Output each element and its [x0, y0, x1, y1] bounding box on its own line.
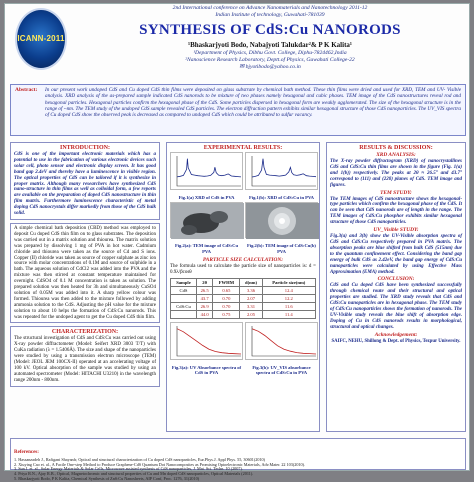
table-header-cell: Sample: [171, 279, 197, 287]
tem-figures: [170, 202, 316, 254]
table-cell: 11.6: [262, 303, 315, 311]
introduction-text: CdS is one of the important electronic materials which has a potential to use in the fabrication of various electronic devices such solar cell, photo sensor and electronic display screen. It has good band gap 2.4eV and thereby have a luminescence in visible region. The optical properties of CdS can be tailored if it is synthesize in proper matrix. Although many researchers have synthesized CdS nano-structure in thin films as well as colloidal form, a few reports are available on the preparation of doped CdS nanostructure in thin film matrix. Furthermore luminescence characteristic of metal doping CdS nanocrystals differ markedly from those of the CdS bulk solid.: [14, 152, 156, 217]
table-cell: 43.7: [196, 295, 212, 303]
table-header-cell: d(nm): [240, 279, 262, 287]
conference-info: [100, 5, 440, 19]
series-line: [252, 159, 316, 177]
series-line: [177, 159, 241, 177]
references-box: [10, 438, 466, 481]
table-body: [171, 287, 316, 319]
mail-icon: ✉: [239, 64, 245, 70]
fig1b-caption: Fig.1(b): XRD of CdS:Cu in PVA: [249, 195, 314, 200]
table-cell: 2.07: [240, 295, 262, 303]
table-cell: [171, 311, 197, 319]
series-line: [252, 329, 316, 354]
table-cell: 2.05: [240, 311, 262, 319]
abstract-label: Abstract:: [15, 87, 38, 93]
chart-axis: [177, 156, 241, 186]
fig3b-caption: Fig.3(b): UV_VIS absorbance spectra of CdS:Cu in PVA: [252, 365, 311, 376]
table-header-row: [171, 279, 316, 287]
uv-chart-cds: [170, 322, 243, 360]
characterization-heading: CHARACTERIZATION:: [51, 329, 119, 336]
table-row: [171, 287, 316, 295]
conclusion-text: CdS and Cu doped CdS have been synthesized successfully through chemical route and their structural and optical properties are studied. The XRD study reveals that CdS and CdS:Cu nanoparticles are in hexagonal phase. The TEM study of CdS:Cu nanoparticles shows the formation of nanorods. The UV-Visible study reveals the blue shift of absorption edge. Doping of Cu in CdS nanorods results in morphological, structural and optical changes.: [330, 283, 462, 330]
email: bjyotibodo@yahoo.co.in: [245, 64, 301, 70]
xrd-fig-cds: [170, 152, 243, 200]
xrd-text: The X-ray powder diffractogram (XRD) of nanocrystallines CdS and CdS:Cu thin films are shown in the figure (Fig. 1(a) and 1(b)) respectively. The peaks at 2θ ≈ 26.5° and 43.7° correspond to (111) and (220) planes of CdS. TEM image and figures.: [330, 159, 462, 188]
chart-axis: [252, 156, 316, 186]
chart-axis: [252, 326, 316, 356]
fig2b-caption: Fig.2(b): TEM image of CdS:Cu(b) PVA: [247, 243, 316, 254]
reference-item: 5. Bhaskarjyoti Bodo, P K Kalita, Chemical Synthesis of ZnS:Cu Nanosheets, AIP Conf, Proc. 1276, 31(2010): [14, 475, 200, 481]
uv-text: Fig.3(a) and 3(b) show the UV-Visible absorption spectra of CdS and CdS:Cu respectively prepared in PVA matrix. The absorption peaks are blue shifted from bulk CdS (515nm) due to the quantum confinement effect. Considering the band gap energy of bulk CdS as 2.42eV, the band gap energy of CdS:Cu nanoparticles were calculated by using Effective Mass Approximation (EMA) method.: [330, 234, 462, 275]
table-row: [171, 303, 316, 311]
conference-line2: Indian Institute of technology, Guwahati-781039: [215, 12, 325, 18]
table-cell: 26.5: [196, 287, 212, 295]
xrd-chart-cds: [170, 152, 243, 190]
reference-item: 2. Xiuying Cao et. al., A Facile One-step Method to Produce Graphene-CdS Quantum Dot Nanocomposites as Promising Optoelectronic Materials, Adv.Mater. 22 103(2010).: [14, 461, 306, 467]
discussion-box: [326, 142, 466, 432]
table-row: [171, 311, 316, 319]
table-cell: CdS:Cu: [171, 303, 197, 311]
conference-logo: [15, 8, 67, 70]
series-line: [177, 329, 241, 354]
abstract-box: [10, 84, 466, 136]
table-header-cell: 2θ: [196, 279, 212, 287]
tem-heading: TEM STUDY:: [380, 189, 412, 196]
conclusion-heading: CONCLUSION:: [377, 276, 415, 283]
ack-text: SAIFC, NEHU, Shillong & Dept. of Physics, Tezpur University.: [331, 338, 461, 344]
table-cell: 11.4: [262, 311, 315, 319]
particle-size-text: The formula used to calculate the particle size of nanoparticles is: d = 0.9λ/βcosθ: [170, 264, 316, 276]
fig3a-caption: Fig.3(a): UV Absorbance spectra of CdS in PVA: [171, 365, 242, 376]
ack-heading: Acknowledgement:: [374, 331, 418, 338]
characterization-box: [10, 326, 160, 386]
column-left: [10, 142, 160, 436]
table-row: [171, 295, 316, 303]
tem-fig-b: [245, 202, 318, 254]
reference-item: 3. Sun J. et. al., Solar Energy Materials & Solar Cells, Microwave assisted synthesis of CdS nanoparticles, J. Mat. Sci. Techn. 10 (2007).: [14, 466, 243, 472]
uv-heading: UV_Visible STUDY:: [373, 227, 419, 234]
xrd-chart-cdscu: [245, 152, 318, 190]
tem-fig-a: [170, 202, 243, 254]
column-right: [326, 142, 466, 436]
experimental-text: A simple chemical bath deposition (CBD) method was employed to deposit Cu doped CdS thin film on to glass substrates. The deposition was carried out in a matrix solution and thiourea. The matrix solution was prepared by dissolving 1 mg of PVA in hot water. Cadmium chloride and thiourea were taken as the source of Cd and S ions. Copper (II) chloride was taken as source of copper sulphate as zinc ion source with molar concentrations of 0.1M and source of sulphide in a bath. The aqueous solution of CdCl2 was added into the PVA and the mixture was then stirred at constant temperature maintained for overnight. CdSO4 of 0.1 M concentration is taken as solution. The prepared solution was then heated for 3h and simultaneously CuSO4 solution of 0.05M was added into it. A sharp yellow colour was formed. Thiourea was then added to the mixture followed by adding ammonia solution to the CdS. Adjusting the pH value for the mixture solution to about 10 helps the formation of CdS:Cu nanorods. This was repeated for the undoped agent to get the Cu doped CdS thin film.: [14, 225, 156, 320]
results-box: [166, 142, 320, 432]
abstract-text: In our present work undoped CdS and Cu doped CdS thin films were deposited on glass substrate by chemical bath method. These thin films were dried and used for XRD, TEM and UV- Visible analysis. XRD analysis of the as-prepared sample indicated CdS nanorods to be mixture of two phases namely hexagonal and cubic phases. TEM image of the CdS nanostructures reveal rod and hexagonal particles. Hexagonal particles confirm the hexagonal phase of the CdS. Some particles dispersed in hexagonal form are weakly agglomerated. The size of the hexagonal structure is in the range of ~nm. The TEM study of the undoped CdS sample revealed CdS particles. The electron diffraction pattern exhibits similar hexagonal structure of those CdS nanoparticles. The UV_VIS spectra of Cu doped CdS show the observed peak is decreased as compared to undoped CdS which could be attributed to sulfur vacancy.: [45, 87, 461, 119]
fig1a-caption: Fig.1(a) XRD of CdS in PVA: [178, 195, 235, 200]
tem-image-a: [170, 202, 243, 238]
table-cell: [171, 295, 197, 303]
table-cell: 44.0: [196, 311, 212, 319]
uv-fig-cdscu: [245, 322, 318, 376]
table-header-cell: FWHM: [213, 279, 240, 287]
results-heading: EXPERIMENTAL RESULTS:: [203, 145, 283, 151]
table-cell: 26.9: [196, 303, 212, 311]
references-label: References:: [14, 450, 39, 455]
table-cell: CdS: [171, 287, 197, 295]
experimental-box: [10, 223, 160, 324]
table-cell: 0.70: [213, 303, 240, 311]
xrd-heading: XRD ANALYSIS:: [376, 152, 416, 158]
uv-chart-cdscu: [245, 322, 318, 360]
introduction-heading: INTRODUCTION:: [59, 145, 110, 151]
tem-image-b: [245, 202, 318, 238]
table-cell: 0.65: [213, 287, 240, 295]
poster: [4, 3, 470, 481]
conference-line1: 2nd International conference on Advance Nanomaterials and Nanotechnology 2011-12: [172, 5, 368, 11]
characterization-text: The structural investigation of CdS and CdS:Cu was carried out using X-ray powder diffractometer (Model: Seifert XRD 3003 T/T) with CuKa radiation (λ = 1.5406Å). The size and shape of the nanoparticles were studied by using a transmission electron microscope (TEM) (Model: JEOL JEM 100CX-II) operated at an accelerating voltage of 100 kV. Optical absorption of the sample was studied by using an automated spectrometer (Model: HITACHI U3210) in the wavelength range 200nm - 800nm.: [14, 336, 156, 383]
affiliation2: ²Nanoscience Research Laboratory, Deptt.of Physics, Guwahati College-22: [185, 57, 355, 63]
introduction-box: [10, 142, 160, 220]
table-header-cell: Particle size(nm): [262, 279, 315, 287]
discussion-heading: RESULTS & DISCUSSION:: [359, 145, 433, 151]
poster-title: SYNTHESIS OF CdS:Cu NANORODS: [139, 22, 401, 38]
table-cell: 3.31: [240, 303, 262, 311]
logo-text: ICANN-2011: [17, 34, 65, 43]
references-list: [14, 458, 462, 482]
uv-figures: [170, 322, 316, 376]
uv-fig-cds: [170, 322, 243, 376]
affiliations: [100, 50, 440, 71]
xrd-fig-cdscu: [245, 152, 318, 200]
tem-text: The TEM images of CdS nanostructure shows the hexagonal-type particles which confirm the hexagonal phase of the CdS. It can be seen that CdS nanorods are of length in the range. The TEM images of CdS:Cu phosphor exhibits similar hexagonal structure of those CdS nanoparticles.: [330, 196, 462, 226]
table-cell: 0.70: [213, 295, 240, 303]
table-cell: 0.75: [213, 311, 240, 319]
authors: ¹Bhaskarjyoti Bodo, Nabajyoti Talukdar²& P K Kalita¹: [187, 41, 353, 49]
particle-size-table: [170, 278, 316, 319]
reference-item: 1. Hassanzadeh J., Rafigani Shayanfr, Optical and structural characterization of Cu doped CdS nanoparticles, Eur.Phys.J. Appl Phys. 55, 30601(2010): [14, 457, 266, 462]
affiliation1: ¹Department of Physics, Dibhu Govt. College, Diphu-7824462,India: [193, 50, 347, 56]
xrd-figures: [170, 152, 316, 200]
table-cell: 3.36: [240, 287, 262, 295]
column-middle: [166, 142, 320, 436]
table-cell: 12.4: [262, 287, 315, 295]
reference-item: 4. Priya R.N., Ajay R.B., Optical, Magnetochromic and structural properties of Cu and Mn doped CdS nanoparticles, Optical Materials (2011).: [14, 471, 254, 477]
poster-header: [5, 4, 471, 82]
particle-size-heading: PARTICLE SIZE CALCULATION:: [202, 257, 284, 264]
chart-axis: [177, 326, 241, 356]
fig2a-caption: Fig.2(a): TEM image of CdS:Cu PVA: [174, 243, 239, 254]
table-cell: 12.2: [262, 295, 315, 303]
email-line: [100, 64, 440, 71]
